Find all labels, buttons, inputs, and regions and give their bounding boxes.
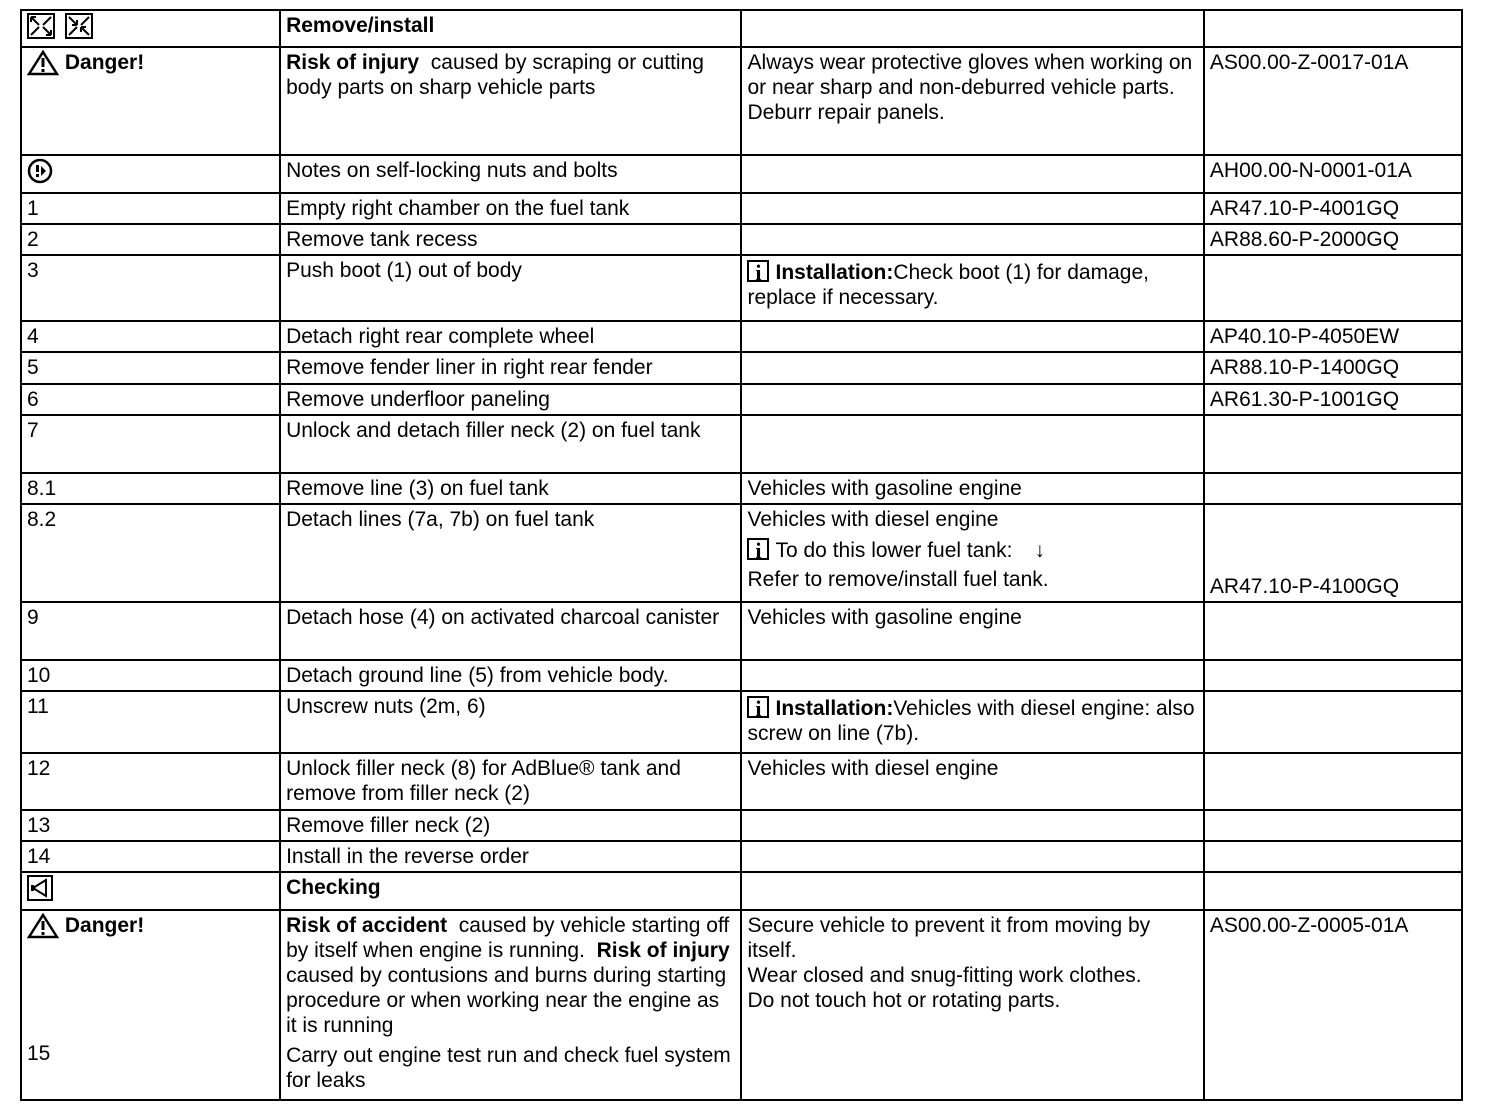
- step-number: 15: [27, 1042, 51, 1066]
- instruction-text: Always wear protective gloves when working on or near sharp and non-deburred vehicle parts.: [747, 51, 1193, 99]
- table-row: [21, 841, 1462, 872]
- step-text: Detach ground line (5) from vehicle body.: [280, 660, 741, 691]
- step-number: 8.2: [21, 504, 280, 602]
- table-row: [21, 473, 1462, 504]
- step-number: 13: [21, 810, 280, 841]
- table-row: [21, 255, 1462, 321]
- step-number: 2: [21, 224, 280, 255]
- table-row: [21, 753, 1462, 810]
- reference-link[interactable]: AP40.10-P-4050EW: [1204, 321, 1462, 352]
- installation-label: Installation:: [775, 697, 894, 720]
- table-row: [21, 47, 1462, 155]
- table-row: [21, 10, 1462, 47]
- table-row: [21, 352, 1462, 384]
- install-icon: [65, 13, 93, 39]
- step-text: Unscrew nuts (2m, 6): [280, 691, 741, 753]
- step-text: Unlock and detach filler neck (2) on fuel tank: [280, 415, 741, 473]
- reference-link[interactable]: AR61.30-P-1001GQ: [1204, 384, 1462, 415]
- reference-link[interactable]: AH00.00-N-0001-01A: [1204, 155, 1462, 193]
- step-number: 1: [21, 193, 280, 224]
- info-icon: i: [747, 538, 769, 560]
- step-text: Remove line (3) on fuel tank: [280, 473, 741, 504]
- reference-link[interactable]: AS00.00-Z-0017-01A: [1204, 47, 1462, 155]
- instruction-text: Do not touch hot or rotating parts.: [747, 989, 1061, 1012]
- risk-title: Risk of accident: [286, 914, 448, 937]
- step-number: 5: [21, 352, 280, 384]
- reference-link[interactable]: AR47.10-P-4001GQ: [1204, 193, 1462, 224]
- condition-text: Vehicles with diesel engine: [747, 508, 999, 531]
- refer-text: Refer to remove/install fuel tank.: [747, 568, 1049, 591]
- step-number: 6: [21, 384, 280, 415]
- reference-link[interactable]: AR88.60-P-2000GQ: [1204, 224, 1462, 255]
- step-number: 14: [21, 841, 280, 872]
- step-number: 3: [21, 255, 280, 321]
- info-icon: i: [747, 696, 769, 718]
- danger-label: Danger!: [64, 51, 145, 74]
- step-text: Empty right chamber on the fuel tank: [280, 193, 741, 224]
- step-text: Install in the reverse order: [280, 841, 741, 872]
- risk-text: caused by contusions and burns during starting procedure or when working near the engine as it is running: [286, 964, 727, 1037]
- risk-text: caused by vehicle starting off by itself when engine is running.: [286, 914, 736, 962]
- step-number: 4: [21, 321, 280, 352]
- table-row: [21, 193, 1462, 224]
- table-row: [21, 810, 1462, 841]
- reference-link[interactable]: AR88.10-P-1400GQ: [1204, 352, 1462, 384]
- danger-label: Danger!: [64, 914, 145, 937]
- table-row: [21, 504, 1462, 602]
- step-number: 10: [21, 660, 280, 691]
- step-text: Carry out engine test run and check fuel system for leaks: [286, 1044, 731, 1092]
- table-row: [21, 384, 1462, 415]
- warning-icon: [27, 50, 59, 76]
- table-row: [21, 415, 1462, 473]
- table-row: [21, 910, 1462, 1100]
- info-text: To do this lower fuel tank:: [775, 539, 1013, 562]
- step-text: Unlock filler neck (8) for AdBlue® tank and remove from filler neck (2): [280, 753, 741, 810]
- step-number: 12: [21, 753, 280, 810]
- table-row: [21, 691, 1462, 753]
- condition-text: Vehicles with diesel engine: [741, 753, 1203, 810]
- step-text: Push boot (1) out of body: [280, 255, 741, 321]
- table-row: [21, 660, 1462, 691]
- step-number: 8.1: [21, 473, 280, 504]
- table-row: [21, 872, 1462, 910]
- reference-link[interactable]: AS00.00-Z-0005-01A: [1204, 910, 1462, 1100]
- procedure-table: [20, 9, 1463, 1101]
- remove-icon: [27, 13, 55, 39]
- arrow-down-icon: ↓: [1034, 539, 1045, 562]
- section-title-checking: Checking: [280, 872, 741, 910]
- table-row: [21, 602, 1462, 660]
- table-row: [21, 224, 1462, 255]
- instruction-text: Secure vehicle to prevent it from moving by itself.: [747, 914, 1151, 962]
- installation-text: Vehicles with diesel engine: also screw on line (7b).: [747, 697, 1195, 745]
- checking-icon: [27, 875, 53, 901]
- condition-text: Vehicles with gasoline engine: [741, 602, 1203, 660]
- step-number: 7: [21, 415, 280, 473]
- step-text: Remove fender liner in right rear fender: [280, 352, 741, 384]
- instruction-text: Wear closed and snug-fitting work clothes.: [747, 964, 1142, 987]
- risk-title: Risk of injury: [596, 939, 730, 962]
- warning-icon: [27, 913, 59, 939]
- risk-title: Risk of injury: [286, 51, 420, 74]
- step-text: Remove underfloor paneling: [280, 384, 741, 415]
- step-text: Detach right rear complete wheel: [280, 321, 741, 352]
- risk-text: caused by scraping or cutting body parts on sharp vehicle parts: [286, 51, 710, 99]
- table-row: [21, 321, 1462, 352]
- reference-link[interactable]: AR47.10-P-4100GQ: [1209, 575, 1400, 598]
- note-text: Notes on self-locking nuts and bolts: [280, 155, 741, 193]
- note-icon: [27, 158, 53, 184]
- table-row: [21, 155, 1462, 193]
- step-text: Remove tank recess: [280, 224, 741, 255]
- section-title-remove-install: Remove/install: [280, 10, 741, 47]
- step-number: 11: [21, 691, 280, 753]
- step-number: 9: [21, 602, 280, 660]
- instruction-text: Deburr repair panels.: [747, 101, 945, 124]
- condition-text: Vehicles with gasoline engine: [741, 473, 1203, 504]
- step-text: Detach lines (7a, 7b) on fuel tank: [280, 504, 741, 602]
- info-icon: i: [747, 260, 769, 282]
- installation-label: Installation:: [775, 261, 894, 284]
- step-text: Remove filler neck (2): [280, 810, 741, 841]
- step-text: Detach hose (4) on activated charcoal canister: [280, 602, 741, 660]
- installation-text: Check boot (1) for damage, replace if necessary.: [747, 261, 1149, 309]
